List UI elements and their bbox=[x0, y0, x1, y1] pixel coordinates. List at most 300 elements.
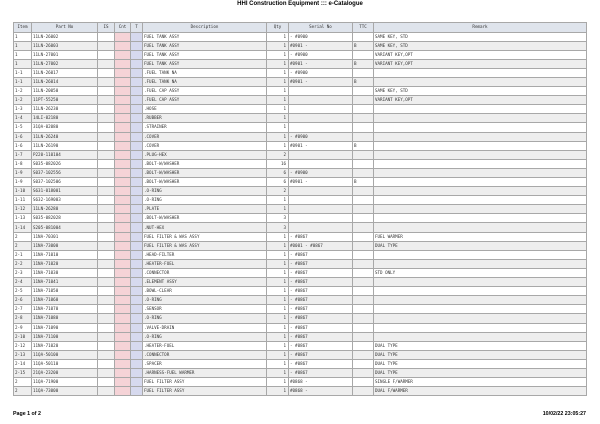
cell-remark: SAME KEY, STD bbox=[374, 32, 587, 41]
cell-serial-no: #0901 - bbox=[289, 141, 353, 150]
header-remark: Remark bbox=[374, 23, 587, 33]
table-row bbox=[14, 341, 587, 350]
cell-part-no: 11LN-26190 bbox=[32, 141, 98, 150]
cell-item: 1-9 bbox=[14, 168, 32, 177]
cell-is bbox=[98, 77, 115, 86]
cell-part-no: S035-082028 bbox=[32, 214, 98, 223]
cell-serial-no bbox=[289, 123, 353, 132]
cell-qty: 1 bbox=[267, 68, 289, 77]
cell-ttc bbox=[353, 368, 374, 377]
cell-remark: SINGLE F/WARMER bbox=[374, 378, 587, 387]
table-row bbox=[14, 278, 587, 287]
cell-t bbox=[131, 187, 143, 196]
cell-description: .BOWL-CLEAR bbox=[143, 287, 267, 296]
cell-description: FUEL TANK ASSY bbox=[143, 50, 267, 59]
table-header-row bbox=[14, 23, 587, 33]
cell-cnt bbox=[115, 68, 131, 77]
cell-ttc bbox=[353, 223, 374, 232]
cell-item: 1-13 bbox=[14, 214, 32, 223]
cell-qty: 1 bbox=[267, 241, 289, 250]
cell-is bbox=[98, 96, 115, 105]
cell-remark bbox=[374, 196, 587, 205]
cell-cnt bbox=[115, 323, 131, 332]
cell-t bbox=[131, 332, 143, 341]
table-row bbox=[14, 323, 587, 332]
cell-is bbox=[98, 305, 115, 314]
cell-ttc bbox=[353, 159, 374, 168]
cell-ttc bbox=[353, 314, 374, 323]
cell-qty: 1 bbox=[267, 314, 289, 323]
cell-description: .COVER bbox=[143, 141, 267, 150]
cell-qty: 1 bbox=[267, 323, 289, 332]
cell-t bbox=[131, 168, 143, 177]
cell-description: .FUEL CAP ASSY bbox=[143, 87, 267, 96]
cell-description: FUEL TANK ASSY bbox=[143, 32, 267, 41]
cell-item: 2-9 bbox=[14, 323, 32, 332]
cell-ttc: B bbox=[353, 178, 374, 187]
cell-item: 2-4 bbox=[14, 278, 32, 287]
cell-cnt bbox=[115, 223, 131, 232]
cell-remark: SAME KEY, STD bbox=[374, 41, 587, 50]
cell-ttc bbox=[353, 214, 374, 223]
cell-part-no: 11NA-71041 bbox=[32, 278, 98, 287]
cell-item: 2-6 bbox=[14, 296, 32, 305]
cell-is bbox=[98, 168, 115, 177]
cell-qty: 6 bbox=[267, 168, 289, 177]
cell-is bbox=[98, 159, 115, 168]
cell-ttc bbox=[353, 341, 374, 350]
cell-is bbox=[98, 105, 115, 114]
cell-description: .COVER bbox=[143, 132, 267, 141]
cell-ttc bbox=[353, 387, 374, 396]
cell-remark bbox=[374, 132, 587, 141]
table-row bbox=[14, 123, 587, 132]
cell-item: 1-2 bbox=[14, 87, 32, 96]
header-description: Description bbox=[143, 23, 267, 33]
cell-is bbox=[98, 68, 115, 77]
cell-qty: 1 bbox=[267, 141, 289, 150]
cell-cnt bbox=[115, 278, 131, 287]
table-row bbox=[14, 350, 587, 359]
cell-ttc bbox=[353, 359, 374, 368]
cell-remark bbox=[374, 205, 587, 214]
cell-description: .HEATER-FUEL bbox=[143, 259, 267, 268]
cell-serial-no: - #0900 bbox=[289, 68, 353, 77]
cell-cnt bbox=[115, 341, 131, 350]
table-row bbox=[14, 32, 587, 41]
cell-ttc bbox=[353, 305, 374, 314]
cell-description: .BOLT-W/WASHER bbox=[143, 168, 267, 177]
cell-qty: 1 bbox=[267, 305, 289, 314]
cell-qty: 1 bbox=[267, 296, 289, 305]
cell-serial-no: - #0867 bbox=[289, 350, 353, 359]
cell-cnt bbox=[115, 150, 131, 159]
table-row bbox=[14, 187, 587, 196]
cell-qty: 1 bbox=[267, 41, 289, 50]
cell-remark bbox=[374, 323, 587, 332]
cell-description: FUEL FILTER ASSY bbox=[143, 387, 267, 396]
cell-remark bbox=[374, 187, 587, 196]
cell-cnt bbox=[115, 123, 131, 132]
table-row bbox=[14, 178, 587, 187]
cell-is bbox=[98, 50, 115, 59]
cell-is bbox=[98, 141, 115, 150]
cell-t bbox=[131, 268, 143, 277]
cell-part-no: 11NA-71030 bbox=[32, 268, 98, 277]
cell-description: FUEL FILTER & WAS ASSY bbox=[143, 241, 267, 250]
cell-cnt bbox=[115, 250, 131, 259]
table-row bbox=[14, 132, 587, 141]
cell-item: 1-5 bbox=[14, 123, 32, 132]
cell-is bbox=[98, 87, 115, 96]
cell-t bbox=[131, 278, 143, 287]
cell-is bbox=[98, 132, 115, 141]
cell-ttc bbox=[353, 187, 374, 196]
cell-part-no: S037-102556 bbox=[32, 168, 98, 177]
cell-t bbox=[131, 114, 143, 123]
cell-ttc bbox=[353, 96, 374, 105]
cell-t bbox=[131, 205, 143, 214]
cell-qty: 1 bbox=[267, 132, 289, 141]
cell-remark bbox=[374, 141, 587, 150]
cell-is bbox=[98, 287, 115, 296]
cell-part-no: 11LN-26003 bbox=[32, 41, 98, 50]
cell-part-no: 11NA-71070 bbox=[32, 305, 98, 314]
cell-qty: 1 bbox=[267, 32, 289, 41]
cell-remark: DUAL TYPE bbox=[374, 350, 587, 359]
table-row bbox=[14, 241, 587, 250]
cell-ttc: B bbox=[353, 141, 374, 150]
cell-item: 2-10 bbox=[14, 332, 32, 341]
cell-item: 2-14 bbox=[14, 359, 32, 368]
table-row bbox=[14, 259, 587, 268]
cell-description: .VALVE-DRAIN bbox=[143, 323, 267, 332]
cell-serial-no: - #0867 bbox=[289, 359, 353, 368]
cell-item: 1-14 bbox=[14, 223, 32, 232]
cell-item: 1-6 bbox=[14, 132, 32, 141]
cell-ttc bbox=[353, 287, 374, 296]
cell-serial-no: - #0867 bbox=[289, 368, 353, 377]
cell-ttc bbox=[353, 259, 374, 268]
cell-is bbox=[98, 41, 115, 50]
cell-qty: 1 bbox=[267, 59, 289, 68]
cell-item: 1-2 bbox=[14, 96, 32, 105]
cell-cnt bbox=[115, 305, 131, 314]
cell-serial-no: - #0867 bbox=[289, 323, 353, 332]
table-row bbox=[14, 87, 587, 96]
cell-part-no: 11LN-27002 bbox=[32, 59, 98, 68]
table-row bbox=[14, 41, 587, 50]
cell-serial-no bbox=[289, 214, 353, 223]
cell-description: FUEL TANK ASSY bbox=[143, 59, 267, 68]
cell-ttc bbox=[353, 50, 374, 59]
cell-part-no: 11NA-71020 bbox=[32, 341, 98, 350]
cell-t bbox=[131, 150, 143, 159]
cell-ttc bbox=[353, 332, 374, 341]
cell-item: 2-5 bbox=[14, 287, 32, 296]
cell-cnt bbox=[115, 332, 131, 341]
cell-item: 1-10 bbox=[14, 187, 32, 196]
table-row bbox=[14, 223, 587, 232]
cell-qty: 1 bbox=[267, 196, 289, 205]
cell-description: .FUEL TANK NA bbox=[143, 68, 267, 77]
cell-qty: 6 bbox=[267, 178, 289, 187]
cell-part-no: 11LN-26280 bbox=[32, 205, 98, 214]
cell-ttc bbox=[353, 105, 374, 114]
cell-ttc bbox=[353, 268, 374, 277]
cell-t bbox=[131, 223, 143, 232]
cell-t bbox=[131, 214, 143, 223]
cell-remark bbox=[374, 259, 587, 268]
cell-qty: 1 bbox=[267, 87, 289, 96]
cell-cnt bbox=[115, 87, 131, 96]
cell-item: 2 bbox=[14, 378, 32, 387]
header-cnt: Cnt bbox=[115, 23, 131, 33]
cell-ttc bbox=[353, 196, 374, 205]
cell-part-no: 11NA-71090 bbox=[32, 323, 98, 332]
cell-qty: 1 bbox=[267, 387, 289, 396]
cell-t bbox=[131, 387, 143, 396]
cell-cnt bbox=[115, 241, 131, 250]
cell-is bbox=[98, 359, 115, 368]
cell-part-no: 11PT-55250 bbox=[32, 96, 98, 105]
cell-cnt bbox=[115, 105, 131, 114]
cell-part-no: 11QA-50100 bbox=[32, 350, 98, 359]
cell-description: .STRAINER bbox=[143, 123, 267, 132]
cell-serial-no: - #0867 bbox=[289, 305, 353, 314]
cell-part-no: 11NA-71100 bbox=[32, 332, 98, 341]
cell-serial-no: - #0867 bbox=[289, 332, 353, 341]
cell-remark: STD ONLY bbox=[374, 268, 587, 277]
cell-is bbox=[98, 187, 115, 196]
cell-remark bbox=[374, 332, 587, 341]
cell-is bbox=[98, 278, 115, 287]
header-part-no: Part No bbox=[32, 23, 98, 33]
table-row bbox=[14, 59, 587, 68]
cell-t bbox=[131, 68, 143, 77]
cell-t bbox=[131, 359, 143, 368]
cell-remark bbox=[374, 296, 587, 305]
print-timestamp: 10/02/22 23:05:27 bbox=[542, 411, 586, 417]
cell-serial-no: - #0867 bbox=[289, 296, 353, 305]
cell-serial-no: #0868 - bbox=[289, 387, 353, 396]
cell-t bbox=[131, 250, 143, 259]
cell-description: .HARNESS-FUEL WARMER bbox=[143, 368, 267, 377]
cell-description: .O-RING bbox=[143, 187, 267, 196]
cell-qty: 1 bbox=[267, 332, 289, 341]
cell-serial-no: #0901 - bbox=[289, 41, 353, 50]
cell-serial-no bbox=[289, 223, 353, 232]
cell-remark: SAME KEY, STD bbox=[374, 87, 587, 96]
cell-part-no: 11LN-26230 bbox=[32, 105, 98, 114]
cell-cnt bbox=[115, 259, 131, 268]
cell-description: FUEL FILTER & WAS ASSY bbox=[143, 232, 267, 241]
cell-part-no: S205-081004 bbox=[32, 223, 98, 232]
cell-part-no: 11NA-71080 bbox=[32, 314, 98, 323]
cell-is bbox=[98, 341, 115, 350]
cell-remark bbox=[374, 168, 587, 177]
cell-item: 2-13 bbox=[14, 350, 32, 359]
cell-remark bbox=[374, 105, 587, 114]
table-row bbox=[14, 314, 587, 323]
cell-serial-no: #0001 - #0867 bbox=[289, 241, 353, 250]
cell-serial-no: #0901 - bbox=[289, 59, 353, 68]
header-serial-no: Serial No bbox=[289, 23, 353, 33]
cell-description: .CONNECTOR bbox=[143, 268, 267, 277]
table-row bbox=[14, 105, 587, 114]
cell-remark bbox=[374, 305, 587, 314]
cell-cnt bbox=[115, 141, 131, 150]
cell-is bbox=[98, 387, 115, 396]
table-row bbox=[14, 77, 587, 86]
cell-item: 1-1 bbox=[14, 68, 32, 77]
cell-t bbox=[131, 105, 143, 114]
cell-ttc bbox=[353, 350, 374, 359]
cell-t bbox=[131, 232, 143, 241]
table-row bbox=[14, 268, 587, 277]
cell-qty: 1 bbox=[267, 232, 289, 241]
cell-part-no: 11LN-26014 bbox=[32, 77, 98, 86]
cell-qty: 3 bbox=[267, 214, 289, 223]
cell-qty: 1 bbox=[267, 250, 289, 259]
cell-serial-no: - #0867 bbox=[289, 278, 353, 287]
header-item: Item bbox=[14, 23, 32, 33]
cell-item: 1-9 bbox=[14, 178, 32, 187]
cell-part-no: 14LI-02180 bbox=[32, 114, 98, 123]
cell-serial-no bbox=[289, 105, 353, 114]
page-title: HHI Construction Equipment ::: e-Catalogue bbox=[237, 1, 363, 7]
cell-part-no: 11LN-20050 bbox=[32, 87, 98, 96]
cell-cnt bbox=[115, 159, 131, 168]
cell-serial-no bbox=[289, 150, 353, 159]
cell-description: .RUBBER bbox=[143, 114, 267, 123]
table-row bbox=[14, 387, 587, 396]
cell-cnt bbox=[115, 368, 131, 377]
cell-part-no: 11QA-71900 bbox=[32, 378, 98, 387]
cell-item: 2-3 bbox=[14, 268, 32, 277]
cell-t bbox=[131, 178, 143, 187]
cell-ttc bbox=[353, 323, 374, 332]
cell-item: 1 bbox=[14, 32, 32, 41]
cell-part-no: 31QA-02080 bbox=[32, 123, 98, 132]
cell-cnt bbox=[115, 205, 131, 214]
cell-description: .O-RING bbox=[143, 314, 267, 323]
cell-ttc bbox=[353, 278, 374, 287]
cell-is bbox=[98, 296, 115, 305]
cell-t bbox=[131, 241, 143, 250]
cell-remark: VARIANT KEY,OPT bbox=[374, 96, 587, 105]
cell-description: .HOSE bbox=[143, 105, 267, 114]
cell-t bbox=[131, 305, 143, 314]
cell-qty: 3 bbox=[267, 223, 289, 232]
table-row bbox=[14, 196, 587, 205]
cell-qty: 1 bbox=[267, 268, 289, 277]
table-row bbox=[14, 168, 587, 177]
cell-item: 1-1 bbox=[14, 77, 32, 86]
header-is: IS bbox=[98, 23, 115, 33]
cell-is bbox=[98, 314, 115, 323]
cell-cnt bbox=[115, 287, 131, 296]
cell-ttc bbox=[353, 132, 374, 141]
cell-description: FUEL TANK ASSY bbox=[143, 41, 267, 50]
cell-ttc bbox=[353, 378, 374, 387]
cell-serial-no: - #0867 bbox=[289, 250, 353, 259]
cell-remark: DUAL TYPE bbox=[374, 341, 587, 350]
cell-ttc bbox=[353, 114, 374, 123]
cell-t bbox=[131, 96, 143, 105]
cell-description: .SPACER bbox=[143, 359, 267, 368]
cell-is bbox=[98, 205, 115, 214]
cell-part-no: 11LN-27001 bbox=[32, 50, 98, 59]
cell-item: 1-12 bbox=[14, 205, 32, 214]
cell-t bbox=[131, 259, 143, 268]
cell-description: .SENSOR bbox=[143, 305, 267, 314]
cell-is bbox=[98, 232, 115, 241]
cell-cnt bbox=[115, 59, 131, 68]
cell-is bbox=[98, 332, 115, 341]
table-row bbox=[14, 305, 587, 314]
cell-item: 2-12 bbox=[14, 341, 32, 350]
cell-t bbox=[131, 132, 143, 141]
cell-remark bbox=[374, 178, 587, 187]
cell-description: .BOLT-W/WASHER bbox=[143, 178, 267, 187]
cell-cnt bbox=[115, 196, 131, 205]
cell-cnt bbox=[115, 96, 131, 105]
table-row bbox=[14, 96, 587, 105]
cell-is bbox=[98, 241, 115, 250]
cell-item: 1-11 bbox=[14, 196, 32, 205]
table-row bbox=[14, 214, 587, 223]
cell-item: 1-7 bbox=[14, 150, 32, 159]
cell-part-no: 11NA-71060 bbox=[32, 296, 98, 305]
cell-part-no: S632-169003 bbox=[32, 196, 98, 205]
cell-is bbox=[98, 32, 115, 41]
cell-remark: DUAL TYPE bbox=[374, 368, 587, 377]
cell-is bbox=[98, 214, 115, 223]
cell-description: FUEL FILTER ASSY bbox=[143, 378, 267, 387]
cell-part-no: 11QA-73000 bbox=[32, 387, 98, 396]
cell-is bbox=[98, 250, 115, 259]
cell-serial-no bbox=[289, 159, 353, 168]
cell-cnt bbox=[115, 132, 131, 141]
cell-description: .ELEMENT ASSY bbox=[143, 278, 267, 287]
cell-is bbox=[98, 123, 115, 132]
cell-ttc bbox=[353, 168, 374, 177]
cell-ttc bbox=[353, 32, 374, 41]
cell-remark bbox=[374, 77, 587, 86]
cell-part-no: P220-110104 bbox=[32, 150, 98, 159]
cell-part-no: S035-082026 bbox=[32, 159, 98, 168]
cell-qty: 1 bbox=[267, 77, 289, 86]
cell-is bbox=[98, 268, 115, 277]
header-ttc: TTC bbox=[353, 23, 374, 33]
cell-item: 1-3 bbox=[14, 105, 32, 114]
cell-part-no: 11NA-71050 bbox=[32, 287, 98, 296]
cell-part-no: 11QA-50110 bbox=[32, 359, 98, 368]
page-number: Page 1 of 2 bbox=[13, 411, 41, 417]
cell-qty: 1 bbox=[267, 368, 289, 377]
cell-description: .BOLT-W/WASHER bbox=[143, 159, 267, 168]
table-row bbox=[14, 141, 587, 150]
cell-t bbox=[131, 159, 143, 168]
cell-serial-no: - #0867 bbox=[289, 232, 353, 241]
cell-serial-no: - #0867 bbox=[289, 268, 353, 277]
cell-cnt bbox=[115, 214, 131, 223]
cell-description: .BOLT-W/WASHER bbox=[143, 214, 267, 223]
cell-remark bbox=[374, 250, 587, 259]
cell-remark bbox=[374, 214, 587, 223]
cell-cnt bbox=[115, 114, 131, 123]
